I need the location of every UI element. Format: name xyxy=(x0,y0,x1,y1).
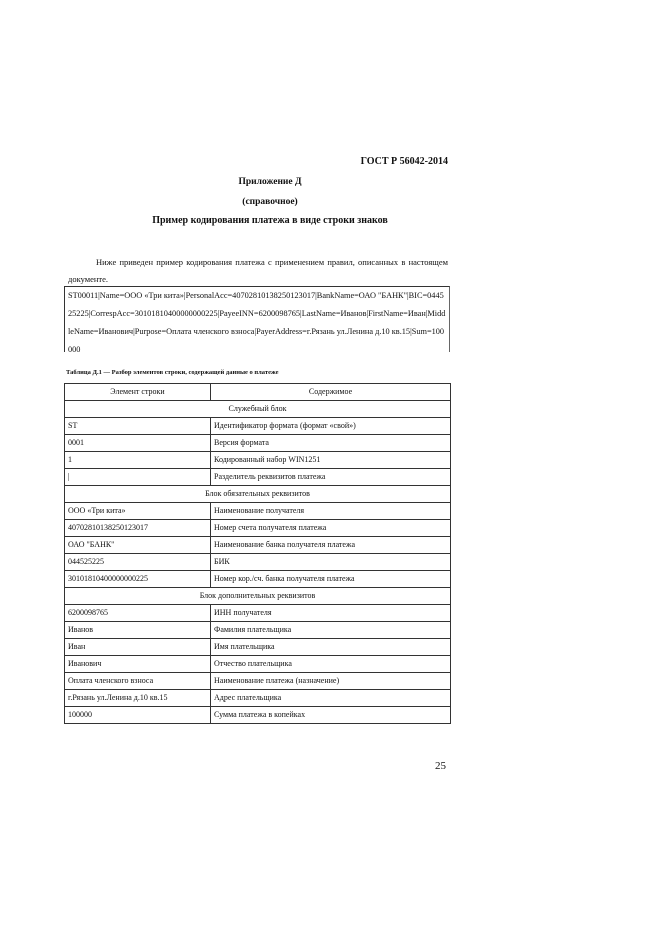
standard-number: ГОСТ Р 56042-2014 xyxy=(360,156,448,167)
cell-content: Адрес плательщика xyxy=(211,690,451,707)
cell-content: Отчество плательщика xyxy=(211,656,451,673)
cell-content: Наименование платежа (назначение) xyxy=(211,673,451,690)
cell-content: Наименование банка получателя платежа xyxy=(211,537,451,554)
cell-element: 6200098765 xyxy=(65,605,211,622)
appendix-title: Приложение Д xyxy=(238,177,302,187)
table-row xyxy=(65,554,451,571)
table-row xyxy=(65,656,451,673)
header-element: Элемент строки xyxy=(65,384,211,401)
section-heading: Пример кодирования платежа в виде строки знаков xyxy=(152,215,388,226)
section-row xyxy=(65,486,451,503)
cell-element: 40702810138250123017 xyxy=(65,520,211,537)
header-content: Содержимое xyxy=(211,384,451,401)
table-row xyxy=(65,690,451,707)
cell-element: 1 xyxy=(65,452,211,469)
cell-content: Идентификатор формата (формат «свой») xyxy=(211,418,451,435)
cell-element: ООО «Три кита» xyxy=(65,503,211,520)
encoded-payment-string: ST00011|Name=ООО «Три кита»|PersonalAcc=40702810138250123017|BankName=ОАО "БАНК"|BIC=044525225|CorrespAcc=30101810400000000225|PayeeINN=6200098765|LastName=Иванов|FirstName=Иван|MiddleName=Иванович|Purpose=Оплата членского взноса|PayerAddress=г.Рязань ул.Ленина д.10 кв.15|Sum=100000 xyxy=(64,286,450,352)
cell-element: Иванов xyxy=(65,622,211,639)
table-caption: Таблица Д.1 — Разбор элементов строки, содержащей данные о платеже xyxy=(66,369,279,376)
appendix-type: (справочное) xyxy=(242,197,298,207)
table-row xyxy=(65,469,451,486)
cell-element: | xyxy=(65,469,211,486)
cell-content: Номер кор./сч. банка получателя платежа xyxy=(211,571,451,588)
section-row xyxy=(65,588,451,605)
table-row xyxy=(65,503,451,520)
table-row xyxy=(65,520,451,537)
cell-content: Разделитель реквизитов платежа xyxy=(211,469,451,486)
cell-element: Иванович xyxy=(65,656,211,673)
cell-element: ST xyxy=(65,418,211,435)
cell-content: Номер счета получателя платежа xyxy=(211,520,451,537)
cell-content: Кодированный набор WIN1251 xyxy=(211,452,451,469)
table-row xyxy=(65,707,451,724)
table-row xyxy=(65,622,451,639)
table-row xyxy=(65,639,451,656)
cell-element: г.Рязань ул.Ленина д.10 кв.15 xyxy=(65,690,211,707)
table-row xyxy=(65,435,451,452)
table-row xyxy=(65,673,451,690)
table-row xyxy=(65,605,451,622)
section-title: Блок дополнительных реквизитов xyxy=(65,588,451,605)
cell-element: Оплата членского взноса xyxy=(65,673,211,690)
table-row xyxy=(65,452,451,469)
cell-element: Иван xyxy=(65,639,211,656)
table-header-row xyxy=(65,384,451,401)
section-title: Блок обязательных реквизитов xyxy=(65,486,451,503)
section-row xyxy=(65,401,451,418)
section-title: Служебный блок xyxy=(65,401,451,418)
table-row xyxy=(65,571,451,588)
cell-element: ОАО "БАНК" xyxy=(65,537,211,554)
intro-paragraph: Ниже приведен пример кодирования платежа с применением правил, описанных в настоящем документе. xyxy=(68,257,448,284)
cell-element: 044525225 xyxy=(65,554,211,571)
cell-content: Имя плательщика xyxy=(211,639,451,656)
table-row xyxy=(65,418,451,435)
page-number: 25 xyxy=(435,760,446,772)
cell-content: ИНН получателя xyxy=(211,605,451,622)
cell-content: Версия формата xyxy=(211,435,451,452)
cell-content: Сумма платежа в копейках xyxy=(211,707,451,724)
cell-content: Фамилия плательщика xyxy=(211,622,451,639)
cell-element: 30101810400000000225 xyxy=(65,571,211,588)
cell-element: 0001 xyxy=(65,435,211,452)
cell-element: 100000 xyxy=(65,707,211,724)
cell-content: БИК xyxy=(211,554,451,571)
table-row xyxy=(65,537,451,554)
parse-table xyxy=(64,383,451,724)
cell-content: Наименование получателя xyxy=(211,503,451,520)
